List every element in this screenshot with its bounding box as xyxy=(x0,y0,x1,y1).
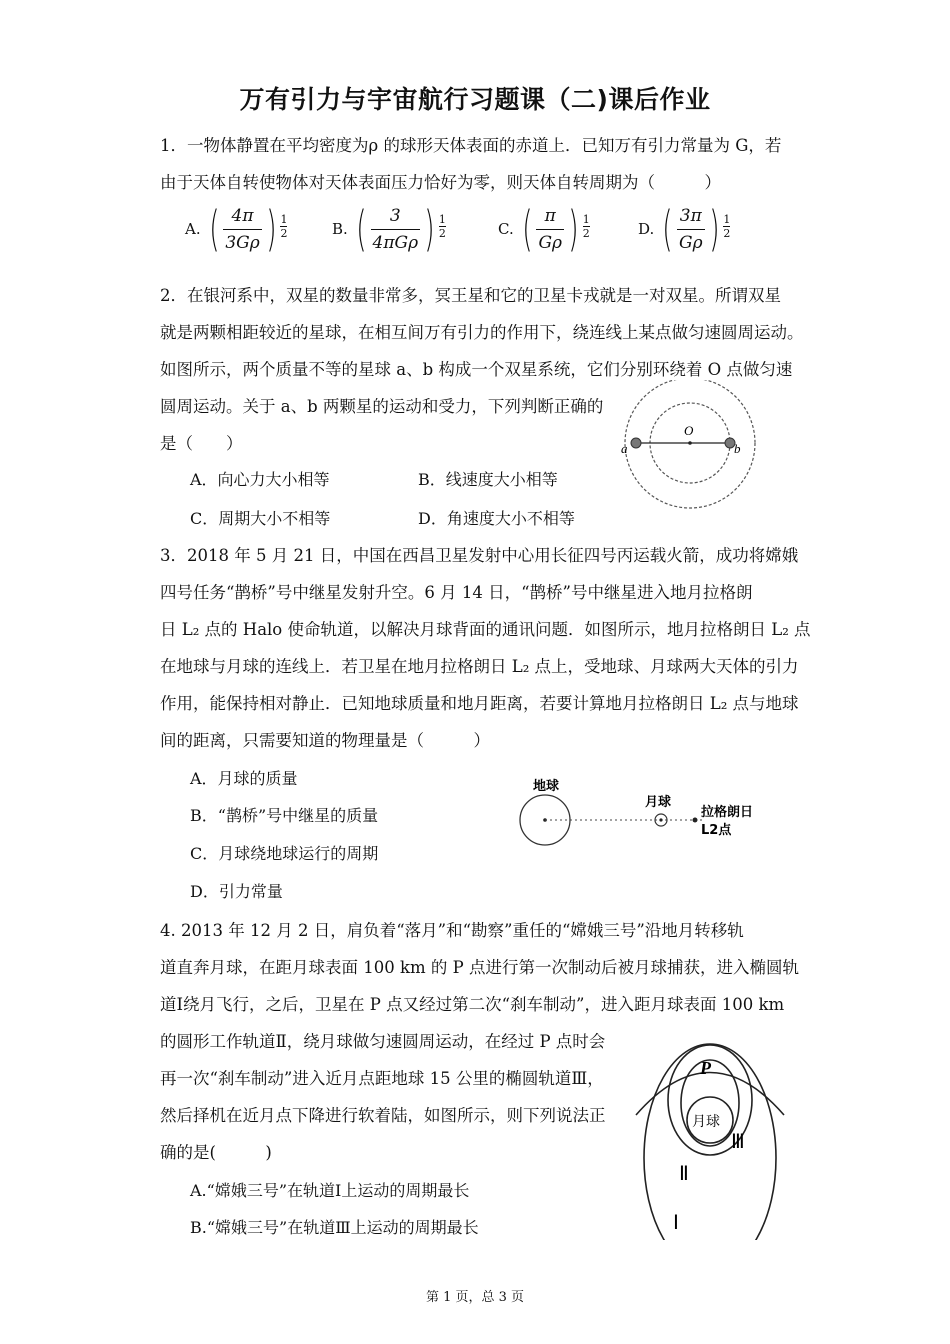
star-a xyxy=(631,438,641,448)
q1-option-d-numerator: 3π xyxy=(679,205,702,226)
l2-label: L2点 xyxy=(701,823,732,838)
q2-option-d[interactable]: D．角速度大小不相等 xyxy=(418,509,575,528)
q1-option-b-label: B. xyxy=(332,220,348,238)
q1-option-a-fraction xyxy=(223,206,261,253)
q1-option-c-numerator: π xyxy=(544,205,556,226)
q1-option-d[interactable]: D. ( $\frac{3\pi}{G\rho}$ ) 1 2 xyxy=(638,201,731,257)
q1-option-b-fraction xyxy=(371,206,421,253)
lunar-orbit-diagram xyxy=(628,1040,793,1240)
q3-line-3: 日 L₂ 点的 Halo 使命轨道，以解决月球背面的通讯问题．如图所示，地月拉格朗日 L₂ 点 xyxy=(160,620,811,639)
q1-option-a-denominator: 3Gρ xyxy=(223,229,261,253)
q1-option-a[interactable]: A. ( $\frac{4\pi}{3G\rho}$ ) 1 2 xyxy=(185,201,288,257)
q2-option-c[interactable]: C．周期大小不相等 xyxy=(190,509,331,528)
q1-option-d-fraction xyxy=(677,206,705,253)
q3-line-4: 在地球与月球的连线上．若卫星在地月拉格朗日 L₂ 点上，受地球、月球两大天体的引力 xyxy=(160,657,799,676)
q1-option-c-label: C. xyxy=(498,220,514,238)
q2-line-1: 2．在银河系中，双星的数量非常多，冥王星和它的卫星卡戎就是一对双星。所谓双星 xyxy=(160,286,781,305)
q4-line-1: 4. 2013 年 12 月 2 日，肩负着“落月”和“勘察”重任的“嫦娥三号”沿地月转移轨 xyxy=(160,921,744,940)
moon-label: 月球 xyxy=(645,795,672,810)
q1-option-b-exponent: 1 2 xyxy=(438,212,446,240)
q3-line-6: 间的距离，只需要知道的物理量是（ ） xyxy=(160,731,490,750)
earth-label: 地球 xyxy=(533,779,560,794)
lagrange-diagram xyxy=(515,770,770,852)
center-o xyxy=(688,441,692,445)
q2-line-2: 就是两颗相距较近的星球，在相互间万有引力的作用下，绕连线上某点做匀速圆周运动。 xyxy=(160,323,804,342)
q1-option-d-label: D. xyxy=(638,220,655,238)
q4-line-6: 然后择机在近月点下降进行软着陆，如图所示，则下列说法正 xyxy=(160,1106,606,1125)
label-a: a xyxy=(621,441,628,456)
q3-option-a[interactable]: A．月球的质量 xyxy=(190,769,298,788)
label-moon: 月球 xyxy=(692,1114,720,1130)
page-footer: 第 1 页，总 3 页 xyxy=(425,1290,525,1305)
label-p: P xyxy=(700,1058,711,1078)
q1-option-c-denominator: Gρ xyxy=(536,229,564,253)
q1-option-c-exponent: 1 2 xyxy=(582,212,590,240)
q1-option-c[interactable]: C. ( $\frac{\pi}{G\rho}$ ) 1 2 xyxy=(498,201,590,257)
q3-option-d[interactable]: D．引力常量 xyxy=(190,882,283,901)
trajectory-arc xyxy=(636,1073,784,1116)
q4-line-7: 确的是( ) xyxy=(160,1143,272,1162)
q4-option-b[interactable]: B.“嫦娥三号”在轨道Ⅲ上运动的周期最长 xyxy=(190,1218,479,1237)
q3-line-5: 作用，能保持相对静止．已知地球质量和地月距离，若要计算地月拉格朗日 L₂ 点与地球 xyxy=(160,694,799,713)
q3-line-1: 3．2018 年 5 月 21 日，中国在西昌卫星发射中心用长征四号丙运载火箭，成功将嫦娥 xyxy=(160,546,799,565)
label-b: b xyxy=(734,441,741,456)
q1-option-b[interactable]: B. ( $\frac{3}{\text{4πGρ}}$ ) 1 2 xyxy=(332,201,446,257)
q4-line-4: 的圆形工作轨道Ⅱ，绕月球做匀速圆周运动，在经过 P 点时会 xyxy=(160,1032,606,1051)
q2-line-5: 是（ ） xyxy=(160,434,243,453)
page-title: 万有引力与宇宙航行习题课（二)课后作业 xyxy=(239,85,711,114)
q4-line-2: 道直奔月球，在距月球表面 100 km 的 P 点进行第一次制动后被月球捕获，进入椭圆轨 xyxy=(160,958,799,977)
q1-option-b-numerator: 3 xyxy=(389,205,401,226)
q2-option-a[interactable]: A．向心力大小相等 xyxy=(190,470,330,489)
lagrange-label: 拉格朗日 xyxy=(701,805,754,820)
label-orbit-i: Ⅰ xyxy=(673,1212,679,1234)
q1-option-a-exponent: 1 2 xyxy=(280,212,288,240)
label-orbit-ii: Ⅱ xyxy=(679,1163,689,1185)
q1-option-a-numerator: 4π xyxy=(231,205,254,226)
q1-option-c-fraction xyxy=(536,206,564,253)
q3-option-b[interactable]: B．“鹊桥”号中继星的质量 xyxy=(190,806,379,825)
q2-option-b[interactable]: B．线速度大小相等 xyxy=(418,470,558,489)
q1-option-a-label: A. xyxy=(185,220,201,238)
l2-point xyxy=(693,818,698,823)
label-o: O xyxy=(684,423,694,438)
q1-option-d-exponent: 1 2 xyxy=(723,212,731,240)
q1-option-b-denominator: 4πGρ xyxy=(371,229,421,253)
q4-line-3: 道Ⅰ绕月飞行，之后，卫星在 P 点又经过第二次“刹车制动”，进入距月球表面 100 km xyxy=(160,995,785,1014)
q1-line-1: 1．一物体静置在平均密度为ρ 的球形天体表面的赤道上．已知万有引力常量为 G，若 xyxy=(160,136,782,155)
q4-line-5: 再一次“刹车制动”进入近月点距地球 15 公里的椭圆轨道Ⅲ， xyxy=(160,1069,604,1088)
q1-line-2: 由于天体自转使物体对天体表面压力恰好为零，则天体自转周期为（ ） xyxy=(160,173,721,192)
q2-line-4: 圆周运动。关于 a、b 两颗星的运动和受力，下列判断正确的 xyxy=(160,397,604,416)
q1-option-d-denominator: Gρ xyxy=(677,229,705,253)
binary-star-diagram xyxy=(612,380,772,510)
q4-option-a[interactable]: A.“嫦娥三号”在轨道Ⅰ上运动的周期最长 xyxy=(190,1181,470,1200)
q2-line-3: 如图所示，两个质量不等的星球 a、b 构成一个双星系统，它们分别环绕着 O 点做匀速 xyxy=(160,360,793,379)
q3-line-2: 四号任务“鹊桥”号中继星发射升空。6 月 14 日，“鹊桥”号中继星进入地月拉格朗 xyxy=(160,583,753,602)
label-orbit-iii: Ⅲ xyxy=(731,1131,745,1153)
q3-option-c[interactable]: C．月球绕地球运行的周期 xyxy=(190,844,379,863)
